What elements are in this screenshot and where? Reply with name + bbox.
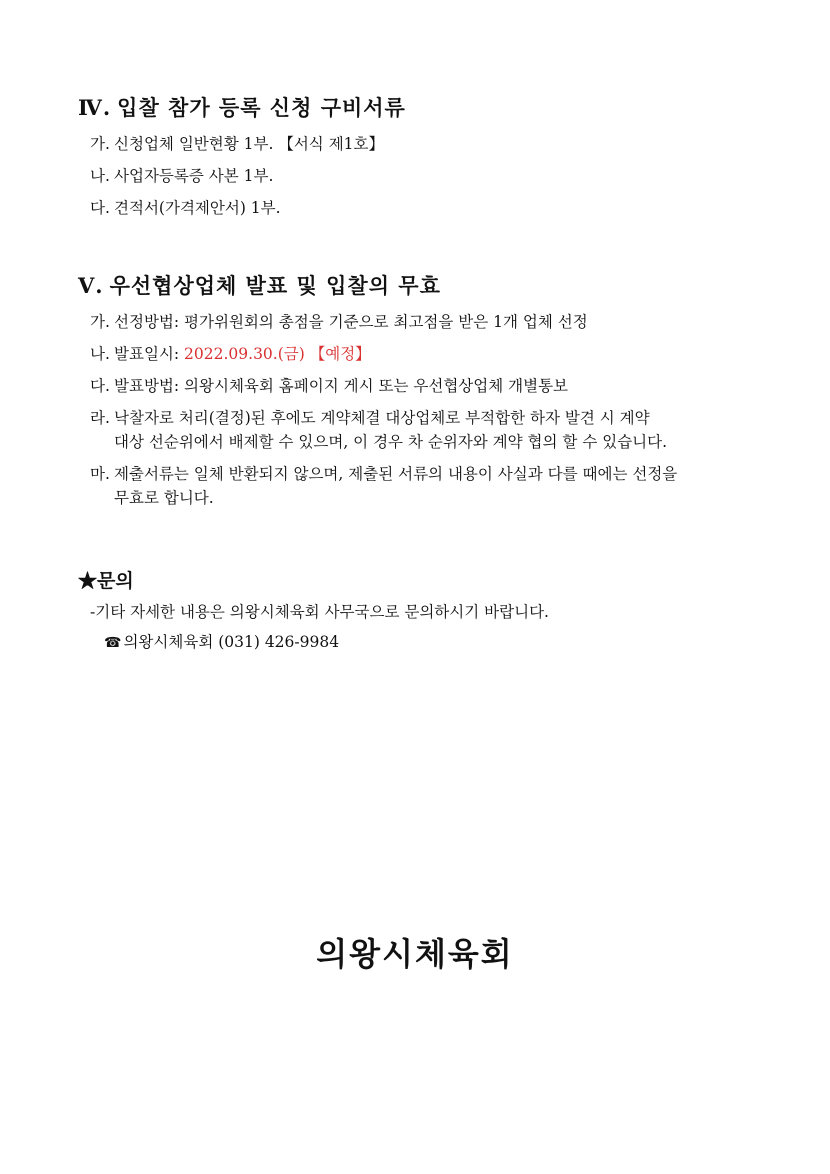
item-text <box>114 406 768 454</box>
item-text-line-1: 제출서류는 일체 반환되지 않으며, 제출된 서류의 내용이 사실과 다를 때에는 선정을 <box>114 465 678 483</box>
item-marker: 나. <box>90 167 110 185</box>
item-text <box>114 462 768 510</box>
item-text: 견적서(가격제안서) 1부. <box>114 199 281 217</box>
item-text: 발표방법: 의왕시체육회 홈페이지 게시 또는 우선협상업체 개별통보 <box>114 377 569 395</box>
contact-title: 문의 <box>97 570 134 592</box>
item-text-line-1: 낙찰자로 처리(결정)된 후에도 계약체결 대상업체로 부적합한 하자 발견 시 계약 <box>114 409 650 427</box>
item-text-line-2: 무효로 합니다. <box>114 489 214 507</box>
organization-name: 의왕시체육회 <box>316 935 514 973</box>
list-item <box>90 310 768 334</box>
item-text: 신청업체 일반현황 1부. 【서식 제1호】 <box>114 135 385 153</box>
phone-icon: ☎ <box>104 635 122 651</box>
list-item <box>90 374 768 398</box>
section-5-list <box>78 310 768 510</box>
list-item <box>90 462 768 510</box>
section-4-list <box>78 132 768 220</box>
list-item <box>90 406 768 454</box>
list-item <box>90 342 768 366</box>
contact-phone: 의왕시체육회 (031) 426-9984 <box>123 633 340 651</box>
list-item <box>90 164 768 188</box>
section-5-title: 우선협상업체 발표 및 입찰의 무효 <box>109 273 441 298</box>
announcement-note: 【예정】 <box>309 345 371 363</box>
section-4-number: Ⅳ. <box>78 95 112 120</box>
section-5 <box>78 272 768 518</box>
item-marker: 다. <box>90 199 110 217</box>
item-text: 선정방법: 평가위원회의 총점을 기준으로 최고점을 받은 1개 업체 선정 <box>114 313 588 331</box>
item-marker: 다. <box>90 377 110 395</box>
list-item <box>90 196 768 220</box>
contact-heading <box>78 568 768 594</box>
section-4-heading <box>78 94 768 122</box>
section-5-heading <box>78 272 768 300</box>
section-4-title: 입찰 참가 등록 신청 구비서류 <box>117 95 406 120</box>
star-icon: ★ <box>78 570 98 592</box>
announcement-date: 2022.09.30.(금) <box>184 345 310 363</box>
item-marker: 가. <box>90 135 110 153</box>
contact-section <box>78 568 768 655</box>
section-5-number: Ⅴ. <box>78 273 104 298</box>
list-item <box>90 132 768 156</box>
item-marker: 마. <box>90 465 110 483</box>
item-text-line-2: 대상 선순위에서 배제할 수 있으며, 이 경우 차 순위자와 계약 협의 할 수 있습니다. <box>114 433 668 451</box>
contact-phone-line <box>78 630 768 655</box>
item-marker: 나. <box>90 345 110 363</box>
item-marker: 라. <box>90 409 110 427</box>
announcement-label: 발표일시: <box>114 345 185 363</box>
item-text: 사업자등록증 사본 1부. <box>114 167 274 185</box>
item-text-announcement-date <box>114 342 768 366</box>
item-marker: 가. <box>90 313 110 331</box>
section-4 <box>78 94 768 228</box>
contact-info-line: -기타 자세한 내용은 의왕시체육회 사무국으로 문의하시기 바랍니다. <box>90 603 549 621</box>
